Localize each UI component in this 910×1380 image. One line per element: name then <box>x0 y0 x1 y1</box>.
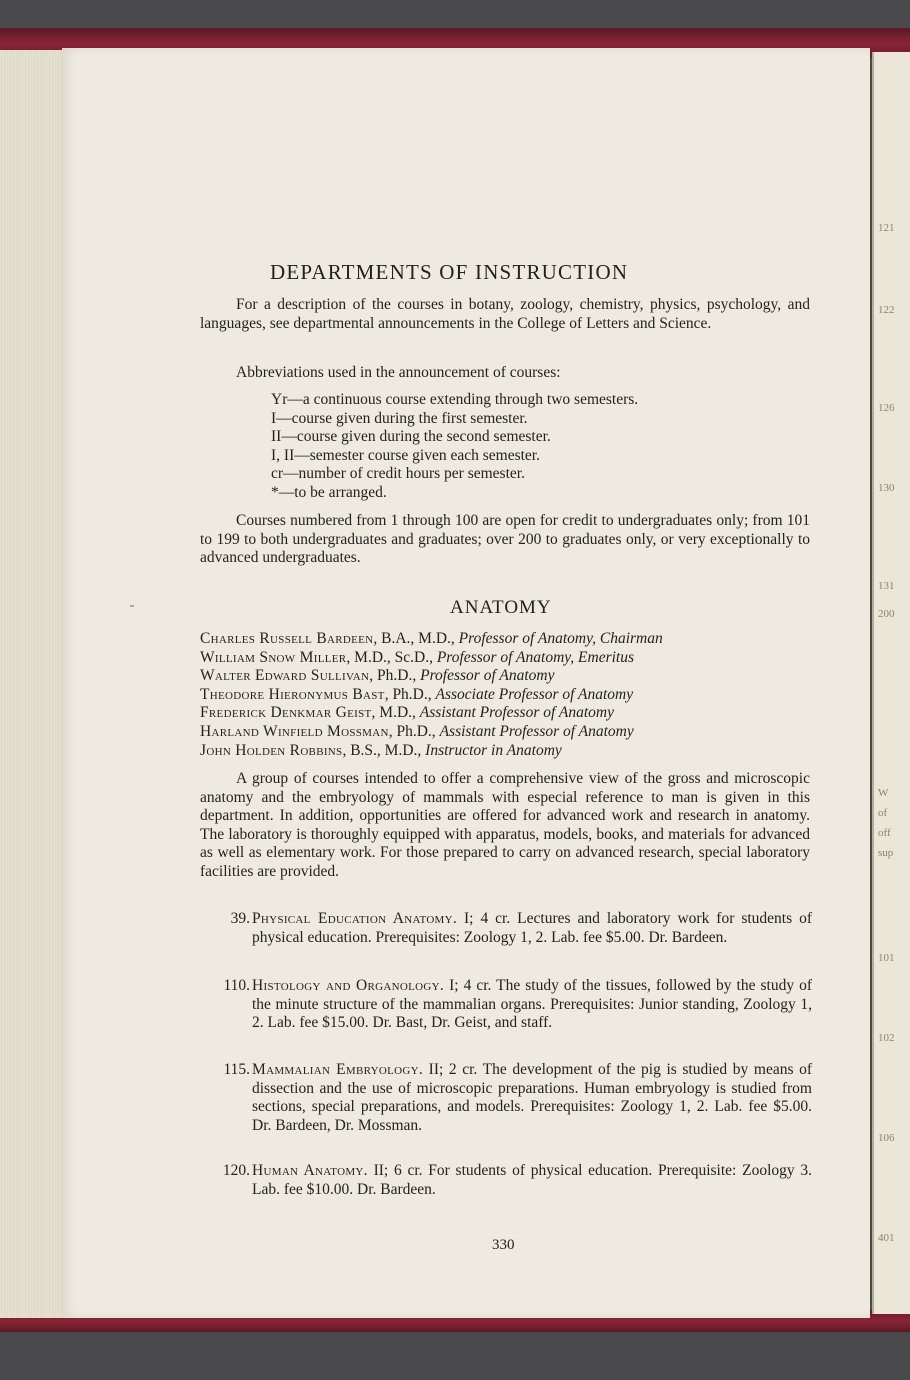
page-number: 330 <box>492 1237 515 1253</box>
abbreviation-item: *—to be arranged. <box>271 483 387 501</box>
bleed-text: 126 <box>878 402 895 414</box>
adjacent-page-edge <box>872 52 910 1314</box>
faculty-name: Walter Edward Sullivan <box>200 667 370 685</box>
course-text: I; 4 cr. Lectures and laboratory work for students of physical education. Prerequisites: Zoology 1, 2. Lab. fee $5.00. Dr. Bardeen. <box>252 910 812 946</box>
faculty-degrees: , Ph.D., <box>369 667 421 685</box>
faculty-name: Theodore Hieronymus Bast <box>200 685 385 703</box>
course-text: I; 4 cr. The study of the tissues, followed by the study of the minute structure of the mammalian organs. Prerequisites: Junior standing, Zoology 1, 2. Lab. fee $15.00. Dr. Bast, Dr. Geist, and staff. <box>252 977 812 1032</box>
faculty-title: Professor of Anatomy, Chairman <box>458 630 663 647</box>
bleed-text: 122 <box>878 304 895 316</box>
faculty-title: Assistant Professor of Anatomy <box>419 704 614 722</box>
page-title: DEPARTMENTS OF INSTRUCTION <box>270 260 629 284</box>
section-title: ANATOMY <box>450 597 552 618</box>
faculty-title: Associate Professor of Anatomy <box>435 685 634 703</box>
faculty-degrees: , B.A., M.D., <box>373 630 459 647</box>
abbreviation-item: cr—number of credit hours per semester. <box>271 465 525 483</box>
course-entry <box>200 1162 812 1199</box>
faculty-name: William Snow Miller <box>200 648 347 666</box>
bleed-text: off <box>878 827 891 839</box>
faculty-name: Harland Winfield Mossman <box>200 722 389 740</box>
bleed-text: 106 <box>878 1132 895 1144</box>
faculty-title: Assistant Professor of Anatomy <box>439 722 634 740</box>
bleed-text: 102 <box>878 1032 895 1044</box>
numbering-paragraph: Courses numbered from 1 through 100 are open for credit to undergraduates only; from 101 to 199 to both undergraduates and graduates; over 200 to graduates only, or very exceptionally to advanced undergraduates. <box>200 512 810 567</box>
course-name: Histology and Organology. <box>252 977 445 994</box>
abbreviation-item: I—course given during the first semester. <box>271 409 528 427</box>
bleed-text: 131 <box>878 580 895 592</box>
bleed-text: W <box>878 787 889 799</box>
course-text: II; 2 cr. The development of the pig is studied by means of dissection and the use of microscopic preparations. Human embryology is studied from sections, special preparations, and models. Prerequisites: Zoology 1, 2. Lab. fee $5.00. Dr. Bardeen, Dr. Mossman. <box>252 1061 813 1134</box>
margin-mark <box>130 605 134 607</box>
faculty-degrees: , B.S., M.D., <box>342 741 426 759</box>
faculty-name: Charles Russell Bardeen <box>200 630 374 647</box>
faculty-name: John Holden Robbins <box>200 741 343 759</box>
bleed-text: sup <box>878 847 894 859</box>
faculty-entry <box>200 686 820 705</box>
faculty-degrees: , Ph.D., <box>388 722 440 740</box>
faculty-list <box>200 630 820 760</box>
faculty-title: Professor of Anatomy <box>420 667 555 685</box>
faculty-degrees: , Ph.D., <box>384 685 436 703</box>
faculty-entry <box>200 704 820 723</box>
abbreviation-item: II—course given during the second semester. <box>271 428 551 446</box>
faculty-title: Professor of Anatomy, Emeritus <box>436 648 635 666</box>
faculty-degrees: , M.D., <box>371 704 420 722</box>
course-number: 115. <box>223 1061 250 1078</box>
bleed-text: 130 <box>878 482 895 494</box>
course-number: 39. <box>230 910 250 927</box>
faculty-entry <box>200 723 820 742</box>
course-name: Physical Education Anatomy. <box>252 910 458 927</box>
faculty-entry <box>200 630 820 649</box>
bleed-text: 101 <box>878 952 895 964</box>
bleed-text: 200 <box>878 608 895 620</box>
course-number: 110. <box>223 977 250 994</box>
page-edges <box>0 50 63 1318</box>
bleed-text: 121 <box>878 222 895 234</box>
course-name: Human Anatomy. <box>252 1162 368 1179</box>
faculty-entry <box>200 649 820 668</box>
faculty-name: Frederick Denkmar Geist <box>200 704 372 722</box>
faculty-degrees: , M.D., Sc.D., <box>346 648 437 666</box>
intro-paragraph: For a description of the courses in botany, zoology, chemistry, physics, psychology, and languages, see departmental announcements in the College of Letters and Science. <box>200 296 810 332</box>
bleed-text: of <box>878 807 888 819</box>
course-number: 120. <box>222 1162 250 1179</box>
faculty-title: Instructor in Anatomy <box>425 741 562 759</box>
faculty-entry <box>200 667 820 686</box>
bleed-text: 401 <box>878 1232 895 1244</box>
abbreviations-intro: Abbreviations used in the announcement of courses: <box>236 364 561 381</box>
course-entry <box>200 1061 812 1135</box>
course-text: II; 6 cr. For students of physical education. Prerequisite: Zoology 3. Lab. fee $10.00. Dr. Bardeen. <box>252 1162 812 1198</box>
abbreviation-item: Yr—a continuous course extending through two semesters. <box>271 391 639 408</box>
abbreviations-list <box>271 391 771 503</box>
faculty-entry <box>200 742 820 761</box>
course-name: Mammalian Embryology. <box>252 1061 424 1078</box>
course-entry <box>200 977 812 1033</box>
department-description: A group of courses intended to offer a comprehensive view of the gross and microscopic anatomy and the embryology of mammals with especial reference to man is given in this department. In addition, opportunities are offered for advanced work and research in anatomy. The laboratory is thoroughly equipped with apparatus, models, books, and materials for advanced as well as elementary work. For those prepared to carry on advanced research, special laboratory facilities are provided. <box>200 770 810 880</box>
abbreviation-item: I, II—semester course given each semester. <box>271 446 540 464</box>
course-entry <box>200 910 812 947</box>
